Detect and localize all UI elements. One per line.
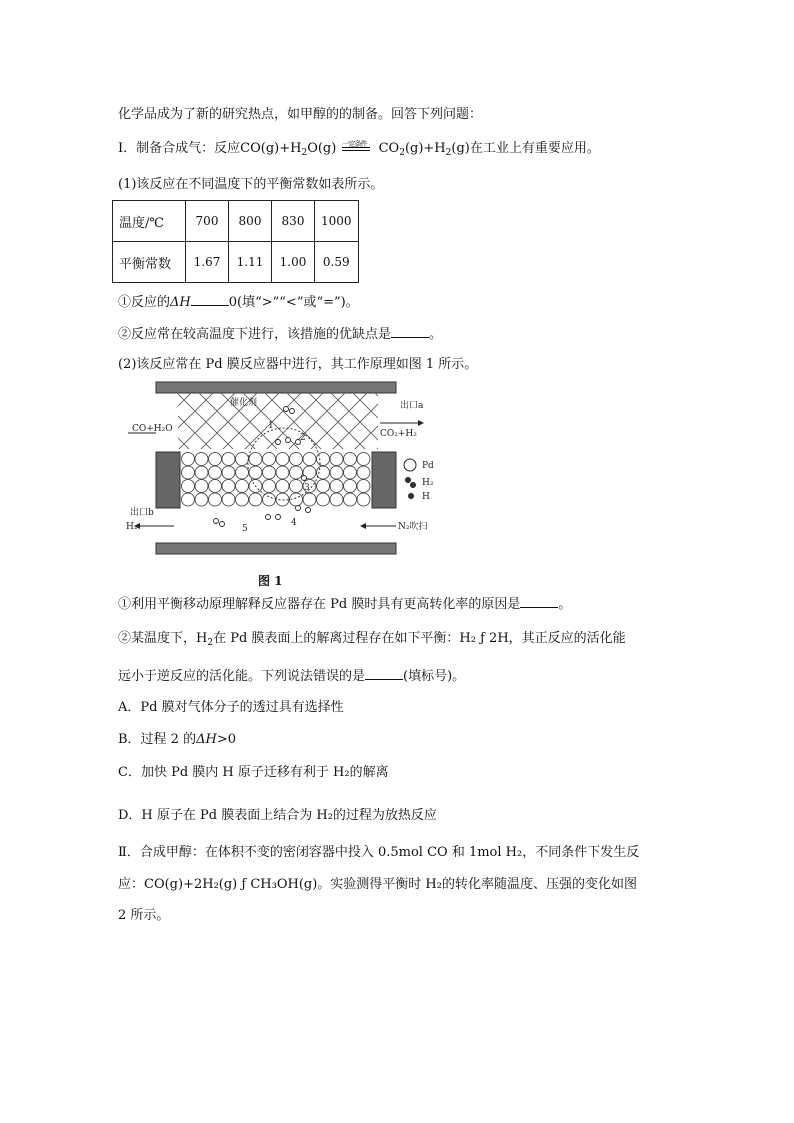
q2-item1	[118, 595, 571, 614]
option-b-tail: >0	[216, 732, 236, 747]
table-cell: 700	[186, 201, 229, 242]
table-cell: 800	[229, 201, 272, 242]
products-sub2: 2	[445, 148, 452, 158]
pd-atom	[249, 453, 262, 466]
q2-item2-text-b: 在 Pd 膜表面上的解离过程存在如下平衡：	[213, 631, 460, 646]
q1-item2-text: ②反应常在较高温度下进行，该措施的优缺点是	[118, 327, 392, 342]
q1-item1-tail: 0(填“>”“<”或“=”)。	[228, 295, 359, 310]
pd-atom	[357, 480, 370, 493]
pd-atom	[303, 453, 316, 466]
table-row	[113, 242, 359, 283]
pd-atom	[249, 466, 262, 479]
pd-atom	[195, 466, 208, 479]
pd-atom	[344, 493, 357, 506]
products-mid: (g)+H	[404, 141, 446, 156]
pd-atom	[182, 466, 195, 479]
table-cell: 0.59	[315, 242, 359, 283]
option-b	[118, 731, 236, 749]
step-label: 2	[300, 433, 306, 443]
equilibrium-constant-table	[112, 200, 359, 283]
pd-atom	[317, 466, 330, 479]
table-cell: 1.67	[186, 242, 229, 283]
answer-blank[interactable]	[520, 595, 558, 608]
option-a: A．Pd 膜对气体分子的透过具有选择性	[118, 700, 344, 715]
option-c: C．加快 Pd 膜内 H 原子迁移有利于 H₂的解离	[118, 765, 389, 780]
q2-item1-text: ①利用平衡移动原理解释反应器存在 Pd 膜时具有更高转化率的原因是	[118, 597, 521, 612]
pd-atom	[263, 453, 276, 466]
pd-atom	[209, 493, 222, 506]
step-label: 4	[291, 518, 297, 528]
option-d: D．H 原子在 Pd 膜表面上结合为 H₂的过程为放热反应	[118, 808, 437, 823]
table-row	[113, 201, 359, 242]
pd-atom	[263, 480, 276, 493]
pd-atom	[330, 480, 343, 493]
pd-atom	[290, 480, 303, 493]
products-sub: 2	[399, 148, 405, 158]
pd-atom	[344, 453, 357, 466]
intro-text: 化学品成为了新的研究热点，如甲醇的的制备。回答下列问题：	[118, 107, 483, 122]
products-end: (g)	[451, 141, 470, 156]
h2-out-label: H₂	[126, 522, 138, 532]
pd-atom	[330, 493, 343, 506]
top-plate	[156, 382, 396, 393]
equilibrium-arrow-icon	[340, 140, 374, 154]
left-block	[156, 452, 180, 508]
pd-atom	[330, 453, 343, 466]
pd-atom	[195, 493, 208, 506]
q2-item2-cont-end: (填标号)。	[403, 669, 466, 684]
q2-item2-cont	[118, 667, 465, 686]
part1-heading	[118, 140, 600, 162]
right-block	[372, 452, 396, 508]
pd-atom	[303, 493, 316, 506]
table-cell: 830	[272, 201, 315, 242]
catalyst-label: 催化剂	[230, 398, 258, 408]
pd-atom	[263, 493, 276, 506]
option-b-text: B．过程 2 的	[118, 732, 197, 747]
pd-atom	[209, 480, 222, 493]
pd-atom	[195, 453, 208, 466]
q1-item2-end: 。	[429, 327, 443, 342]
q2-item2	[118, 630, 626, 652]
pd-atom	[317, 480, 330, 493]
answer-blank[interactable]	[191, 293, 229, 306]
step-label: 3	[304, 483, 310, 493]
pd-atom	[330, 466, 343, 479]
arrow-label: 一定条件	[342, 140, 367, 148]
reactants: CO(g)+H	[240, 141, 302, 156]
part2-line2: 应：CO(g)+2H₂(g) ƒ CH₃OH(g)。实验测得平衡时 H₂的转化率随温度、压强的变化如图	[118, 877, 637, 892]
pd-atom	[182, 453, 195, 466]
part1-lead: I．制备合成气：反应	[118, 141, 241, 156]
pd-atom	[357, 493, 370, 506]
pd-atom	[236, 453, 249, 466]
pd-atom	[317, 493, 330, 506]
pd-atom	[357, 453, 370, 466]
outlet-b-label: 出口b	[130, 508, 154, 518]
q1-text: (1)该反应在不同温度下的平衡常数如表所示。	[118, 177, 384, 192]
q1-item2	[118, 325, 442, 344]
pd-atom	[249, 493, 262, 506]
bottom-plate	[156, 543, 396, 554]
pd-atom	[290, 466, 303, 479]
part2-line3: 2 所示。	[118, 908, 170, 923]
pd-atom	[263, 466, 276, 479]
table-header-temperature: 温度/℃	[113, 201, 186, 242]
pd-atom	[236, 466, 249, 479]
q2-item2-text: ②某温度下，H	[118, 631, 208, 646]
legend-pd-icon	[404, 459, 416, 471]
reactants-end: O(g)	[307, 141, 337, 156]
pd-atom	[182, 493, 195, 506]
pd-membrane-reactor-diagram	[118, 378, 438, 568]
q1-item1-text: ①反应的	[118, 295, 171, 310]
q2-item2-cont-text: 远小于逆反应的活化能。下列说法错误的是	[118, 669, 366, 684]
pd-atom	[236, 480, 249, 493]
pd-atom	[276, 480, 289, 493]
pd-atom	[290, 453, 303, 466]
answer-blank[interactable]	[365, 667, 403, 680]
pd-atom	[222, 453, 235, 466]
part1-tail: 在工业上有重要应用。	[469, 141, 600, 156]
pd-atom	[195, 480, 208, 493]
pd-atom	[182, 480, 195, 493]
pd-atom	[222, 493, 235, 506]
pd-atom	[344, 466, 357, 479]
pd-atom	[276, 453, 289, 466]
q1-item1	[118, 293, 359, 312]
pd-atom	[276, 466, 289, 479]
legend-h-label: H	[422, 492, 430, 502]
delta-h: ΔH	[196, 732, 217, 747]
pd-atom	[357, 466, 370, 479]
legend-h2-label: H₂	[422, 478, 434, 488]
n2-sweep-label: N₂吹扫	[398, 522, 428, 532]
figure-caption: 图 1	[258, 574, 283, 588]
pd-atom	[236, 493, 249, 506]
table-cell: 1.00	[272, 242, 315, 283]
legend-pd-label: Pd	[422, 461, 434, 471]
pd-atom	[344, 480, 357, 493]
pd-atom	[222, 466, 235, 479]
outlet-products-label: CO₂+H₂	[380, 429, 417, 439]
step-label: 1	[268, 421, 274, 431]
delta-h: ΔH	[170, 295, 191, 310]
reactants-sub: 2	[301, 148, 308, 158]
q2-item2-text-c: ，其正反应的活化能	[508, 631, 626, 646]
products: CO	[378, 141, 400, 156]
q2-item1-end: 。	[558, 597, 572, 612]
inlet-label: CO+H₂O	[132, 424, 173, 434]
table-header-constant: 平衡常数	[113, 242, 186, 283]
step-label: 5	[242, 524, 248, 534]
pd-atom	[209, 466, 222, 479]
pd-membrane	[182, 453, 371, 507]
part2-line1: Ⅱ．合成甲醇：在体积不变的密闭容器中投入 0.5mol CO 和 1mol H₂，不同条件下发生反	[118, 845, 640, 860]
table-cell: 1000	[315, 201, 359, 242]
answer-blank[interactable]	[391, 325, 429, 338]
outlet-a-label: 出口a	[400, 401, 424, 411]
pd-atom	[222, 480, 235, 493]
pd-atom	[209, 453, 222, 466]
table-cell: 1.11	[229, 242, 272, 283]
dissociation-equation: H₂ ƒ 2H	[459, 631, 509, 646]
q2-text: (2)该反应常在 Pd 膜反应器中进行，其工作原理如图 1 所示。	[118, 357, 478, 372]
q2-item2-sub: 2	[207, 638, 214, 648]
